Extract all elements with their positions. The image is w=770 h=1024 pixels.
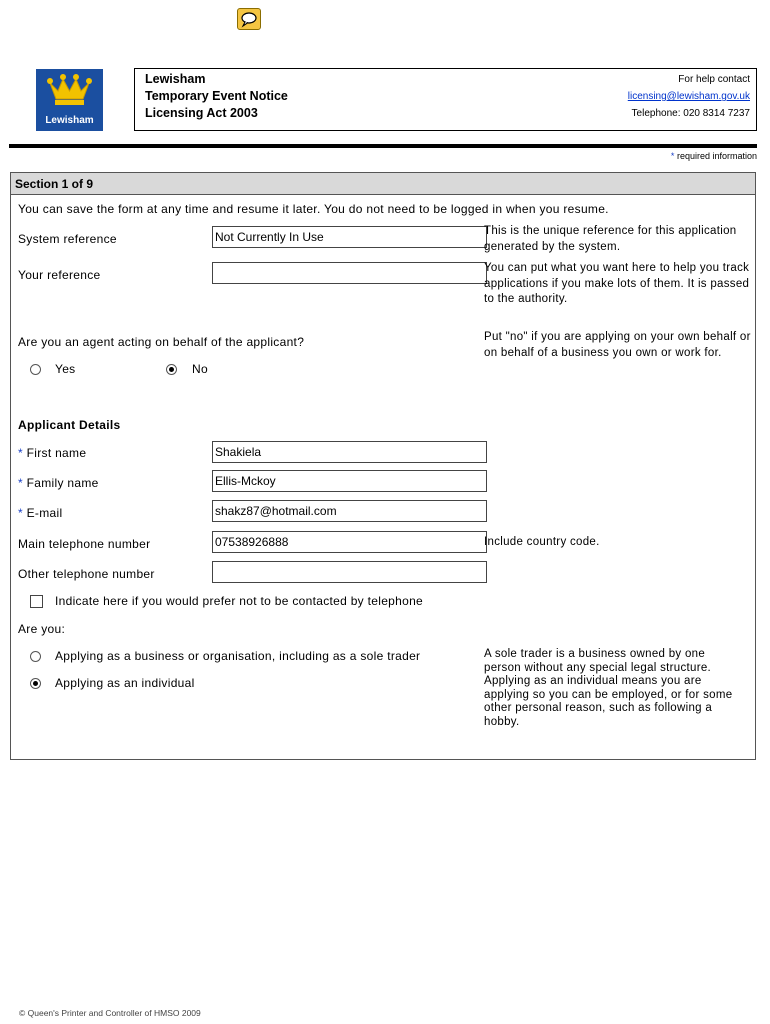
main-phone-label: Main telephone number <box>18 537 151 551</box>
other-phone-label: Other telephone number <box>18 567 155 581</box>
email-label: * E-mail <box>18 506 63 520</box>
individual-radio[interactable] <box>30 678 41 689</box>
first-name-field[interactable]: Shakiela <box>212 441 487 463</box>
agent-yes-label: Yes <box>55 362 76 376</box>
crown-icon <box>36 69 103 113</box>
required-info-note: * required information <box>670 151 757 161</box>
system-reference-help: This is the unique reference for this application generated by the system. <box>484 225 737 253</box>
comment-icon[interactable] <box>237 8 261 30</box>
agent-question: Are you an agent acting on behalf of the applicant? <box>18 335 305 349</box>
your-reference-label: Your reference <box>18 268 101 282</box>
lewisham-logo <box>36 69 103 131</box>
system-reference-label: System reference <box>18 232 117 246</box>
business-option-label: Applying as a business or organisation, including as a sole trader <box>55 649 421 663</box>
individual-option-label: Applying as an individual <box>55 676 195 690</box>
agent-no-radio[interactable] <box>166 364 177 375</box>
other-phone-field[interactable] <box>212 561 487 583</box>
family-name-field[interactable]: Ellis-Mckoy <box>212 470 487 492</box>
org-name: Lewisham <box>145 72 206 86</box>
help-label: For help contact <box>678 74 750 85</box>
section-1 <box>10 172 756 760</box>
email-field[interactable]: shakz87@hotmail.com <box>212 500 487 522</box>
agent-no-label: No <box>192 362 208 376</box>
copyright-footer: © Queen's Printer and Controller of HMSO 2009 <box>19 1008 201 1018</box>
agent-yes-radio[interactable] <box>30 364 41 375</box>
no-phone-contact-label: Indicate here if you would prefer not to be contacted by telephone <box>55 594 424 608</box>
first-name-label: * First name <box>18 446 87 460</box>
main-phone-help: Include country code. <box>484 536 600 548</box>
your-reference-help: You can put what you want here to help you track applications if you make lots of them. It is passed to the authority. <box>484 262 750 305</box>
section-title: Section 1 of 9 <box>11 173 755 195</box>
applicant-type-help: A sole trader is a business owned by one person without any special legal structure. Applying as an individual means you are applying so you can be employed, or for some other personal reason, such as following a hobby. <box>484 648 733 728</box>
no-phone-contact-checkbox[interactable] <box>30 595 43 608</box>
logo-text: Lewisham <box>45 115 94 126</box>
agent-help: Put "no" if you are applying on your own behalf or on behalf of a business you own or work for. <box>484 331 751 359</box>
your-reference-field[interactable] <box>212 262 487 284</box>
system-reference-field[interactable]: Not Currently In Use <box>212 226 487 248</box>
are-you-label: Are you: <box>18 622 66 636</box>
header-divider <box>9 144 757 148</box>
help-email-link[interactable]: licensing@lewisham.gov.uk <box>627 91 750 102</box>
business-radio[interactable] <box>30 651 41 662</box>
help-telephone: Telephone: 020 8314 7237 <box>631 108 750 119</box>
applicant-details-heading: Applicant Details <box>18 418 121 432</box>
act-name: Licensing Act 2003 <box>145 106 258 120</box>
form-header <box>134 68 757 131</box>
intro-text: You can save the form at any time and resume it later. You do not need to be logged in when you resume. <box>18 202 609 216</box>
family-name-label: * Family name <box>18 476 99 490</box>
main-phone-field[interactable]: 07538926888 <box>212 531 487 553</box>
form-title: Temporary Event Notice <box>145 89 288 103</box>
